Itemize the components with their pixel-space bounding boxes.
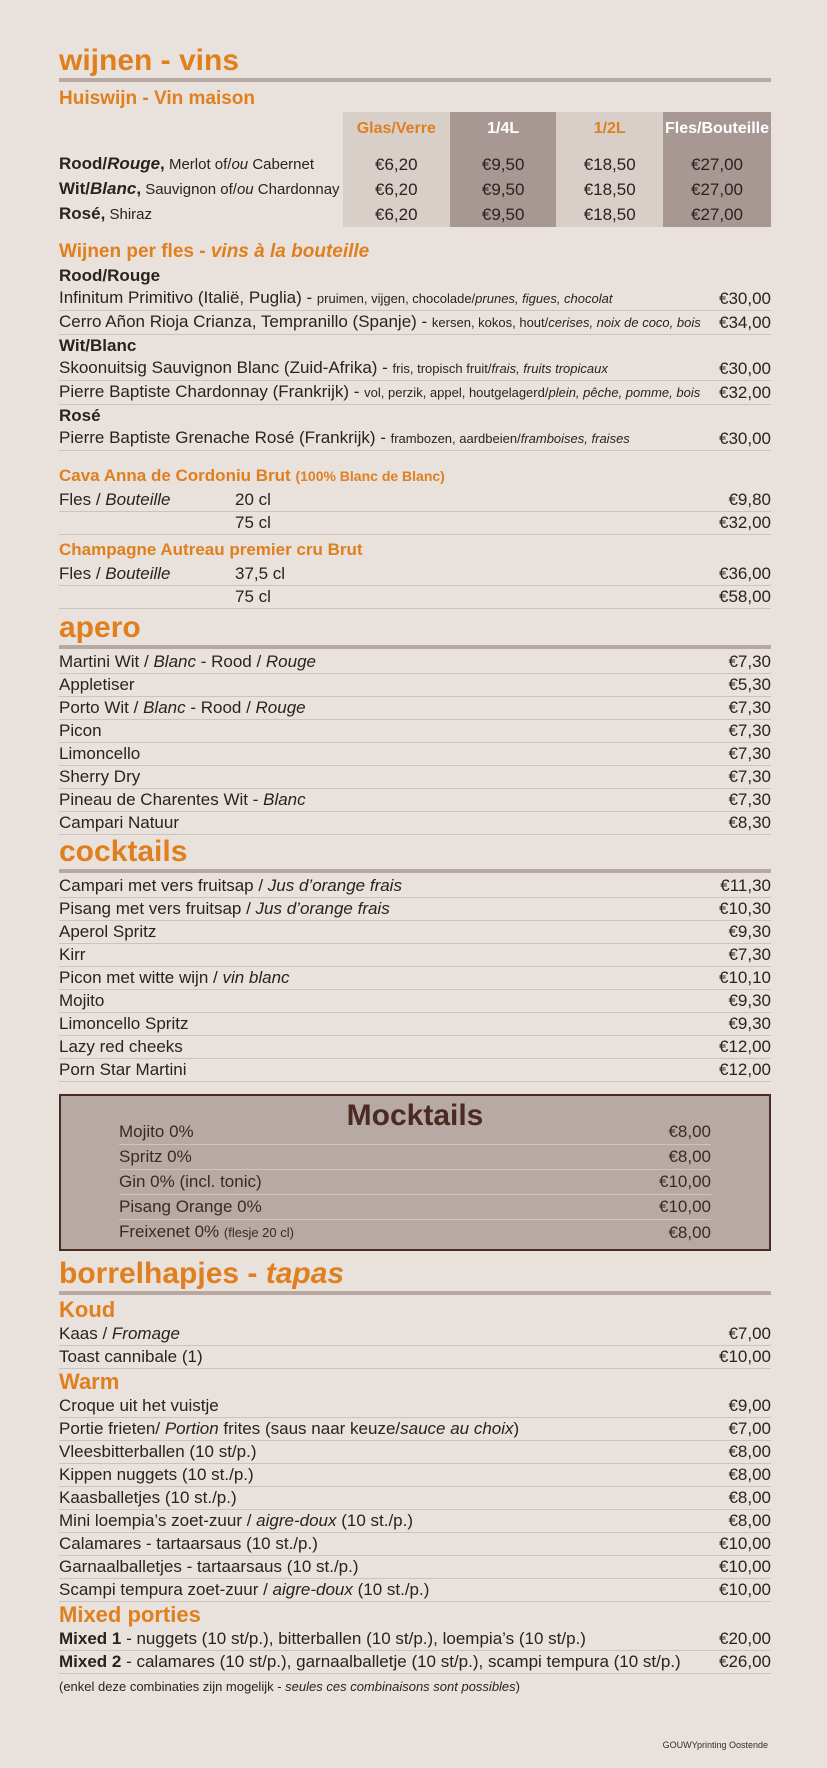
wine-row: Cerro Añon Rioja Crianza, Tempranillo (Spanje) - kersen, kokos, hout/cerises, noix de coco, bois €34,00 [59,311,771,335]
house-row: Rood/Rouge, Merlot of/ou Cabernet €6,20 €9,50 €18,50 €27,00 [59,152,771,177]
cold-title: Koud [59,1297,116,1322]
house-wine-table [59,112,771,227]
tapas-title: borrelhapjes - tapas [59,1257,771,1295]
cocktail-row: Aperol Spritz €9,30 [59,921,771,944]
mocktail-row: Gin 0% (incl. tonic) €10,00 [119,1170,711,1195]
cocktail-row: Limoncello Spritz €9,30 [59,1013,771,1036]
cava-row: Fles / Bouteille 20 cl €9,80 [59,489,771,512]
cocktail-row: Porn Star Martini €12,00 [59,1059,771,1082]
mixed-row: Mixed 2 - calamares (10 st/p.), garnaalballetje (10 st/p.), scampi tempura (10 st/p.) €26,00 [59,1651,771,1674]
house-wine-title: Huiswijn - Vin maison [59,88,256,109]
apero-row: Appletiser €5,30 [59,674,771,697]
cocktail-row: Pisang met vers fruitsap / Jus d’orange frais €10,30 [59,898,771,921]
mixed-title: Mixed porties [59,1602,201,1627]
apero-row: Martini Wit / Blanc - Rood / Rouge €7,30 [59,651,771,674]
header-half: 1/2L [556,112,663,146]
house-row: Rosé, Shiraz €6,20 €9,50 €18,50 €27,00 [59,202,771,227]
cocktails-title: cocktails [59,835,771,873]
tapas-row: Calamares - tartaarsaus (10 st./p.) €10,00 [59,1533,771,1556]
group-rose-title: Rosé [59,406,101,425]
tapas-row: Vleesbitterballen (10 st/p.) €8,00 [59,1441,771,1464]
tapas-row: Portie frieten/ Portion frites (saus naar keuze/sauce au choix) €7,00 [59,1418,771,1441]
tapas-row: Kaas / Fromage €7,00 [59,1323,771,1346]
group-white-title: Wit/Blanc [59,336,137,355]
mixed-row: Mixed 1 - nuggets (10 st/p.), bitterballen (10 st/p.), loempia’s (10 st/p.) €20,00 [59,1628,771,1651]
cocktail-row: Lazy red cheeks €12,00 [59,1036,771,1059]
cocktail-row: Campari met vers fruitsap / Jus d’orange frais €11,30 [59,875,771,898]
warm-title: Warm [59,1369,120,1394]
tapas-row: Toast cannibale (1) €10,00 [59,1346,771,1369]
wine-row: Infinitum Primitivo (Italië, Puglia) - pruimen, vijgen, chocolade/prunes, figues, chocolat €30,00 [59,287,771,311]
tapas-row: Garnaalballetjes - tartaarsaus (10 st./p.) €10,00 [59,1556,771,1579]
mocktail-row: Pisang Orange 0% €10,00 [119,1195,711,1220]
tapas-row: Kaasballetjes (10 st./p.) €8,00 [59,1487,771,1510]
champagne-row: 75 cl €58,00 [59,586,771,609]
cava-title: Cava Anna de Cordoniu Brut (100% Blanc de Blanc) [59,466,445,485]
cocktail-row: Picon met witte wijn / vin blanc €10,10 [59,967,771,990]
mocktail-row: Spritz 0% €8,00 [119,1145,711,1170]
wine-row: Pierre Baptiste Grenache Rosé (Frankrijk) - frambozen, aardbeien/framboises, fraises €30,00 [59,427,771,451]
mocktails-box [59,1094,771,1251]
header-quarter: 1/4L [450,112,556,146]
mocktail-row: Mojito 0% €8,00 [119,1120,711,1145]
tapas-row: Kippen nuggets (10 st./p.) €8,00 [59,1464,771,1487]
house-row: Wit/Blanc, Sauvignon of/ou Chardonnay €6,20 €9,50 €18,50 €27,00 [59,177,771,202]
group-red-title: Rood/Rouge [59,266,161,285]
mocktail-row: Freixenet 0% (flesje 20 cl) €8,00 [119,1222,711,1242]
mocktails-title: Mocktails [346,1099,484,1132]
cava-row: 75 cl €32,00 [59,512,771,535]
header-glass: Glas/Verre [343,112,450,146]
cocktail-row: Mojito €9,30 [59,990,771,1013]
menu-page [59,0,771,1700]
apero-row: Pineau de Charentes Wit - Blanc €7,30 [59,789,771,812]
wines-title: wijnen - vins [59,44,771,82]
apero-row: Limoncello €7,30 [59,743,771,766]
apero-row: Picon €7,30 [59,720,771,743]
mixed-note: (enkel deze combinaties zijn mogelijk - seules ces combinaisons sont possibles) [59,1679,521,1694]
bottle-wines-title: Wijnen per fles - vins à la bouteille [59,241,370,262]
apero-row: Sherry Dry €7,30 [59,766,771,789]
apero-row: Campari Natuur €8,30 [59,812,771,835]
header-bottle: Fles/Bouteille [663,112,771,146]
wine-row: Skoonuitsig Sauvignon Blanc (Zuid-Afrika) - fris, tropisch fruit/frais, fruits tropicaux €30,00 [59,357,771,381]
tapas-row: Croque uit het vuistje €9,00 [59,1395,771,1418]
cocktail-row: Kirr €7,30 [59,944,771,967]
printer-credit: GOUWYprinting Oostende [662,1740,768,1750]
tapas-row: Scampi tempura zoet-zuur / aigre-doux (10 st./p.) €10,00 [59,1579,771,1602]
apero-row: Porto Wit / Blanc - Rood / Rouge €7,30 [59,697,771,720]
champagne-row: Fles / Bouteille 37,5 cl €36,00 [59,563,771,586]
wine-row: Pierre Baptiste Chardonnay (Frankrijk) - vol, perzik, appel, houtgelagerd/plein, pêche, pomme, bois €32,00 [59,381,771,405]
tapas-row: Mini loempia’s zoet-zuur / aigre-doux (10 st./p.) €8,00 [59,1510,771,1533]
apero-title: apero [59,611,771,649]
champagne-title: Champagne Autreau premier cru Brut [59,540,363,559]
